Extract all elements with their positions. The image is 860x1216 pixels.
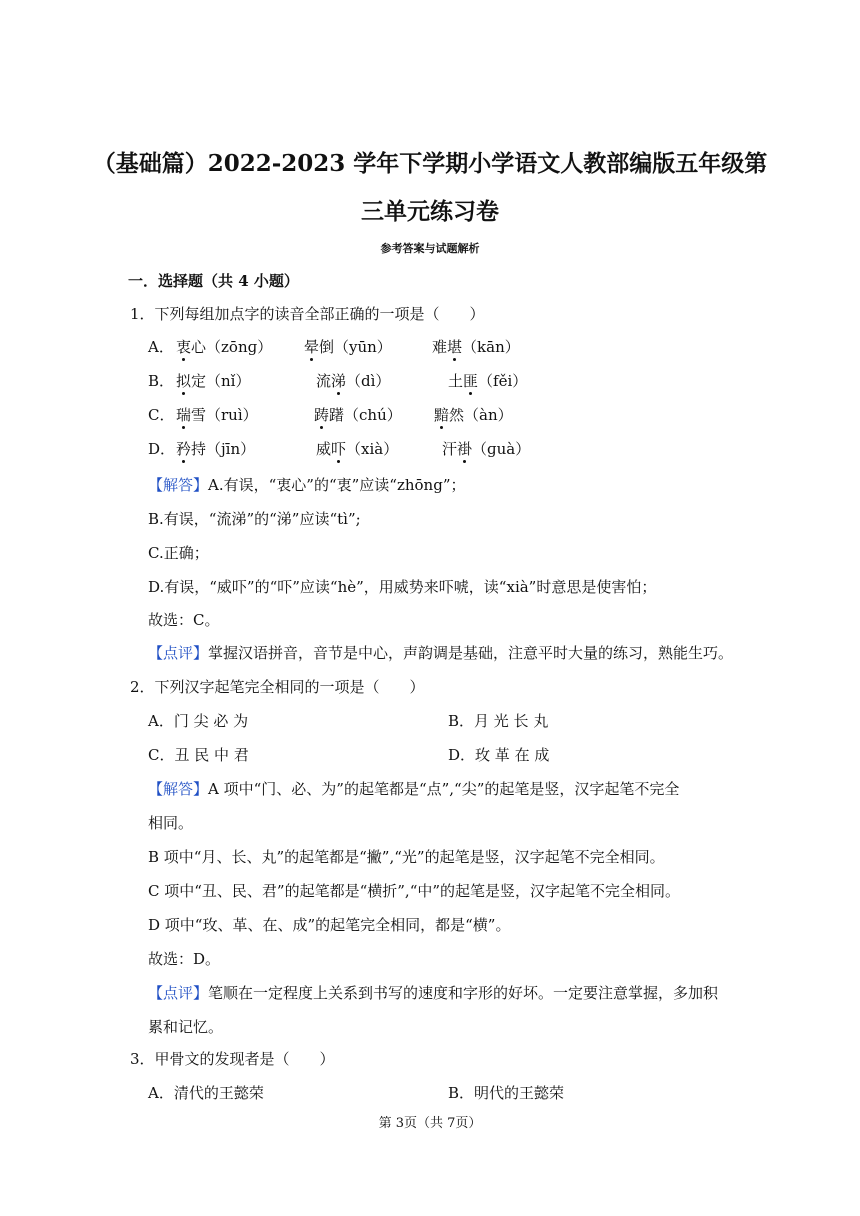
question-3-option-a: A．清代的王懿荣 (148, 1084, 264, 1102)
question-2-option-d: D．玫 革 在 成 (448, 746, 550, 764)
document-subtitle: 参考答案与试题解析 (380, 242, 480, 255)
question-1-answer-line: B.有误，“流涕”的“涕”应读“tì”; (148, 510, 361, 528)
question-2-answer-line: 故选：D。 (148, 950, 221, 968)
question-1-comment: 【点评】掌握汉语拼音，音节是中心，声韵调是基础，注意平时大量的练习，熟能生巧。 (148, 644, 734, 662)
question-1-answer-line: 故选：C。 (148, 611, 220, 629)
question-2-answer-line: D 项中“玫、革、在、成”的起笔完全相同，都是“横”。 (148, 916, 511, 934)
question-2-stem: 2．下列汉字起笔完全相同的一项是（ ） (130, 678, 425, 696)
question-1-option-d: D． 矜持（jīn） 威吓（xià） 汗褂（ɡuà） (148, 440, 531, 458)
question-3-option-b: B．明代的王懿荣 (448, 1084, 565, 1102)
question-1-option-b: B． 拟定（nǐ） 流涕（dì） 土匪（fěi） (148, 372, 528, 390)
question-2-answer-line: B 项中“月、长、丸”的起笔都是“撇”,“光”的起笔是竖，汉字起笔不完全相同。 (148, 848, 665, 866)
question-1-answer: 【解答】A.有误，“衷心”的“衷”应读“zhōng”； (148, 476, 466, 494)
document-title-line-1: （基础篇）2022-2023 学年下学期小学语文人教部编版五年级第 (92, 150, 768, 177)
question-2-comment: 【点评】笔顺在一定程度上关系到书写的速度和字形的好坏。一定要注意掌握，多加积 (148, 984, 719, 1002)
question-2-option-a: A．门 尖 必 为 (148, 712, 249, 730)
question-2-answer-line: C 项中“丑、民、君”的起笔都是“横折”,“中”的起笔是竖，汉字起笔不完全相同。 (148, 882, 681, 900)
answer-tag: 【解答】 (148, 780, 209, 798)
answer-tag: 【解答】 (148, 476, 209, 494)
section-heading: 一．选择题（共 4 小题） (128, 272, 299, 290)
comment-tag: 【点评】 (148, 644, 209, 662)
question-1-option-c: C． 瑞雪（ruì） 踌躇（chú） 黯然（àn） (148, 406, 513, 424)
question-1-answer-line: D.有误，“威吓”的“吓”应读“hè”，用威势来吓唬，读“xià”时意思是使害怕； (148, 578, 657, 596)
question-2-answer: 【解答】A 项中“门、必、为”的起笔都是“点”,“尖”的起笔是竖，汉字起笔不完全 (148, 780, 680, 798)
question-2-comment-line: 累和记忆。 (148, 1018, 224, 1036)
question-1-stem: 1．下列每组加点字的读音全部正确的一项是（ ） (130, 305, 485, 323)
question-2-option-c: C．丑 民 中 君 (148, 746, 249, 764)
question-2-answer-line: 相同。 (148, 814, 194, 832)
document-title-line-2: 三单元练习卷 (361, 198, 499, 225)
question-1-option-a: A． 衷心（zōnɡ） 晕倒（yūn） 难堪（kān） (148, 338, 520, 356)
question-1-answer-line: C.正确； (148, 544, 209, 562)
page-footer: 第 3页（共 7页） (378, 1116, 482, 1131)
question-3-stem: 3．甲骨文的发现者是（ ） (130, 1050, 335, 1068)
question-2-option-b: B．月 光 长 丸 (448, 712, 549, 730)
comment-tag: 【点评】 (148, 984, 209, 1002)
